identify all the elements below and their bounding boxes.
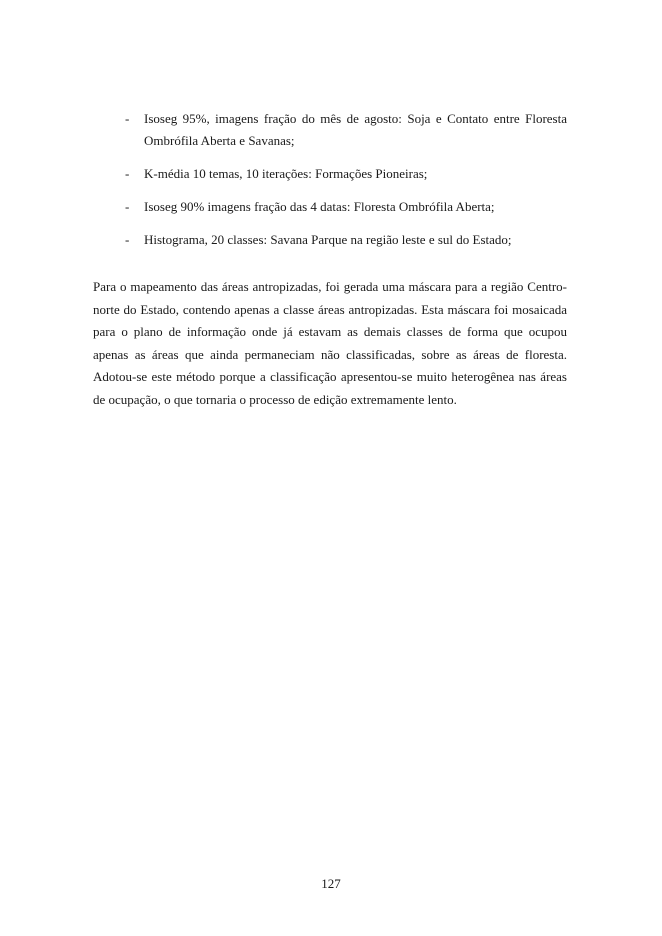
list-item	[125, 108, 567, 152]
page-number: 127	[321, 876, 341, 891]
list-item	[125, 229, 567, 251]
body-paragraph: Para o mapeamento das áreas antropizadas, foi gerada uma máscara para a região Centro-norte do Estado, contendo apenas a classe áreas antropizadas. Esta máscara foi mosaicada para o plano de informação onde já estavam as demais classes de forma que ocupou apenas as áreas que ainda permaneciam não classificadas, sobre as áreas de floresta. Adotou-se este método porque a classificação apresentou-se muito heterogênea nas áreas de ocupação, o que tornaria o processo de edição extremamente lento.	[93, 279, 567, 407]
list-item-text: K-média 10 temas, 10 iterações: Formações Pioneiras;	[144, 166, 428, 181]
classification-method-list	[125, 108, 567, 262]
list-item-text: Isoseg 90% imagens fração das 4 datas: Floresta Ombrófila Aberta;	[144, 199, 495, 214]
bullet-dash: -	[125, 232, 130, 247]
list-item-text: Isoseg 95%, imagens fração do mês de agosto: Soja e Contato entre Floresta Ombrófila Aberta e Savanas;	[144, 111, 567, 148]
bullet-dash: -	[125, 166, 130, 181]
list-item-text: Histograma, 20 classes: Savana Parque na região leste e sul do Estado;	[144, 232, 512, 247]
bullet-dash: -	[125, 199, 130, 214]
bullet-dash: -	[125, 111, 130, 126]
list-item	[125, 196, 567, 218]
list-item	[125, 163, 567, 185]
